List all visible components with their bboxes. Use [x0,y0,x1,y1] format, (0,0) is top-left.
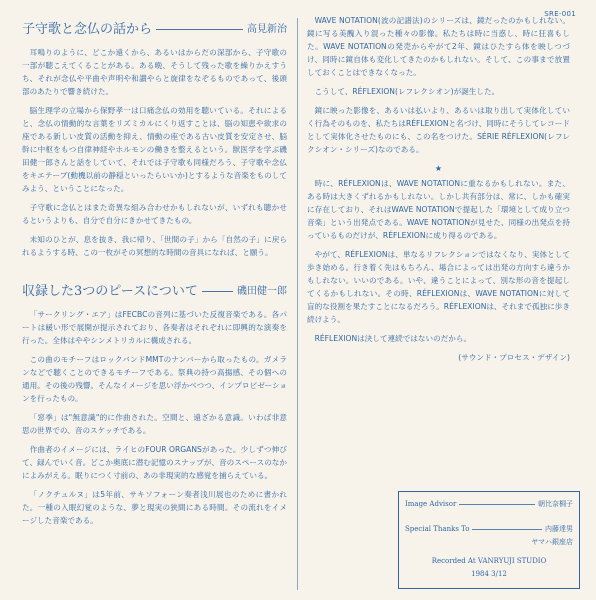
right-paragraph: やがて、RÉFLEXIONは、単なるリフレクションではなくなり、実体として歩き始める。行き着く先はもちろん、場合によっては出発の方向すら違うかもしれない。いいのである。いや、違うことによって、別な形の音を提起してくるかもしれない。その時、RÉFLEXIONは、WAVE NOTATIONに対して盲的な役割を果たすことになるだろう。RÉFLEXIONは、それまで孤独に歩き続けよう。 [307,250,570,324]
section2-author: 磯田健一郎 [237,286,287,297]
section2-paragraph: 「ノクチュルヌ」は5年前、サキソフォーン奏者浅川展也のために書かれた。一種の入眠幻覚のような、夢と現実の狭間にある時間。その流れをイメージした音楽である。 [22,490,287,525]
recording-date: 1984 3/12 [471,570,507,578]
credit-rule [459,504,535,505]
right-paragraph: こうして、RÉFLEXION(レフレクシオン)が誕生した。 [314,87,500,96]
section2-heading [22,283,287,300]
special-thanks-value: ヤマハ銀座店 [531,538,573,546]
signature: (サウンド・プロセス・デザイン) [458,353,570,362]
section1-paragraph: 子守歌に念仏とはまた奇異な組み合わせかもしれないが、いずれも聴かせるというよりも、自分で自分にきかせてきたもの。 [22,203,287,225]
image-advisor-label: Image Advisor [405,500,457,508]
section2-paragraph: この曲のモチーフはロックバンドMMTのナンバーから取ったもの。ガメランなどで聴くことのできるモチーフである。祭典の持つ高揚感、その個への通用。その後の残響。そんなイメージを思い浮かべつつ、インプロビゼーションを行ったもの。 [22,355,287,403]
section1-author: 高見新治 [247,24,287,35]
right-paragraph: WAVE NOTATION(波の記譜法)のシリーズは、鏡だったのかもしれない。鏡に写る美醜入り混った種々の影像。私たちは時に当惑し、時に狂喜もした。WAVE NOTATIONの発売からやがて2年、鏡はひたすら体を映しつづけ、同時に鏡自体も変化してきたのかもしれない。そして、この事まで放置しておくことはできなくなった。 [307,16,570,77]
credit-rule [472,529,542,530]
right-paragraph: 時に、RÉFLEXIONは、WAVE NOTATIONに重なるかもしれない。また、ある時は大きくずれるかもしれない。しかし共有部分は、常に、しかも確実に存在しており、それはWAVE NOTATIONで提起した「環境として成り立つ音楽」という出発点である。WAVE NOTATIONが見せた、同様の出発点を持っているものだけが、RÉFLEXIONに成り得るのである。 [307,179,570,240]
section2-paragraph: 作曲者のイメージには、ライヒのFOUR ORGANSがあった。少しずつ伸びて、録んでいく音。どこか奥底に潜む記憶のスナップが、音のスペースのなかによみがえる。眠りにつく寸前の、あの非現実的な感覚を捕らえている。 [22,445,287,480]
section2-paragraph: 「サークリング・エア」はFECBCの音列に基づいた反復音楽である。各パートは緩い形で展開が提示されており、各奏者はそれぞれに即興的な演奏を行った。全体はややシンメトリカルに構成される。 [22,310,287,345]
section1-heading [22,21,287,38]
star-separator: ★ [434,164,443,173]
heading-rule [156,29,243,30]
special-thanks-row [405,523,573,535]
section2-paragraph: 「窓季」は"無意識"的に作曲された。空間と、遠ざかる意識。いわば非意思の世界での、音のスケッチである。 [22,413,287,435]
special-thanks-label: Special Thanks To [405,525,470,533]
right-column [307,14,570,364]
right-paragraph: RÉFLEXIONは決して連続ではないのだから。 [314,334,472,343]
image-advisor-value: 朝比奈桐子 [538,500,573,508]
section1-paragraph: 脳生理学の立場から保野孝一は口痛念仏の効用を聴いている。それによると、念仏の情動的な言葉をリズミカルにくり返すことは、脳の知恵や欲求の座である新しい皮質の活動を抑え、情動の座である古い皮質を安定させ、脳幹に中枢をもつ自律神経やホルモンの働きを整えるという。獣医学を学ぶ磯田健一郎さんと話をしていて、それでは子守歌も同様だろう、子守歌や念仏をキエテーブ(動機以前の静穏といったらいいか)とするような音楽をものしてみよう、ということになった。 [22,106,287,193]
section1-paragraph: 未知のひとが、息を抜き、我に帰り、「世間の子」から「自然の子」に戻られるようする時、この一枚がその冥想的な時間の音具になれば、と願う。 [22,235,287,257]
heading-rule [202,291,233,292]
credits-box [398,491,580,589]
section2-title: 収録した3つのピースについて [22,284,198,299]
section1-paragraph: 耳鳴りのように、どこか遠くから、あるいはからだの深部から、子守歌の一部が聴こえてくることがある。ある晩、そうして残った歌を繰りかえすうち、それが念仏や平曲や声明や和讃やらと旋律をなぞるものであって、後頭部のあたりで響き続けた。 [22,48,287,96]
catalog-number: SRE-001 [544,10,576,18]
recorded-at: Recorded At VANRYUJI STUDIO [431,557,547,565]
column-divider [297,18,298,590]
section1-title: 子守歌と念仏の話から [22,22,153,37]
right-paragraph: 鏡に映った影像を、あるいは払いより、あるいは取り出して実体化していく行為そのものを、私たちはRÉFLEXIONと名づけ、同時にそうしてレコードとして実体化させたものにも、この名をつけた。SÉRIE RÉFLEXION(レフレクシオン・シリーズ)なのである。 [307,106,570,154]
special-thanks-value: 内藤達男 [545,525,573,533]
left-column [22,21,287,533]
image-advisor-row [405,498,573,510]
